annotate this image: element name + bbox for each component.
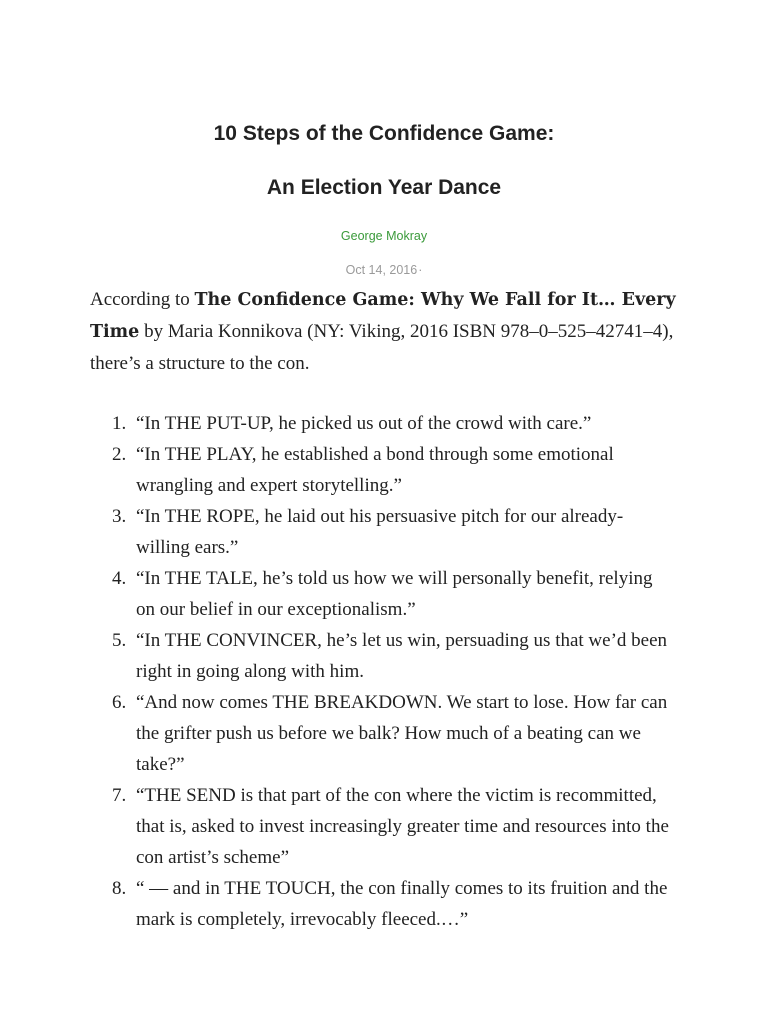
- list-item-number: 4.: [112, 568, 127, 589]
- list-item: [90, 563, 676, 625]
- article-title-line-2: An Election Year Dance: [266, 176, 502, 199]
- intro-paragraph: [90, 284, 690, 379]
- list-item: [90, 625, 676, 687]
- date-separator: ·: [418, 263, 423, 277]
- list-item-number: 1.: [112, 413, 127, 434]
- list-item-text: “In THE CONVINCER, he’s let us win, persuading us that we’d been right in going along with him.: [136, 630, 668, 682]
- list-item-text: “In THE PUT-UP, he picked us out of the crowd with care.”: [136, 413, 592, 434]
- list-item-number: 6.: [112, 692, 127, 713]
- list-item: [90, 687, 676, 780]
- list-item-number: 2.: [112, 444, 127, 465]
- list-item: [90, 439, 676, 501]
- list-item: [90, 873, 676, 935]
- list-item-number: 7.: [112, 785, 127, 806]
- intro-prefix: According to: [90, 289, 195, 310]
- list-item-number: 3.: [112, 506, 127, 527]
- steps-list: [90, 408, 690, 935]
- list-item-text: “ — and in THE TOUCH, the con finally comes to its fruition and the mark is completely, irrevocably fleeced.…”: [136, 878, 668, 930]
- intro-suffix: by Maria Konnikova (NY: Viking, 2016 ISBN 978–0–525–42741–4), there’s a structure to the con.: [90, 321, 674, 374]
- list-item: [90, 780, 676, 873]
- list-item: [90, 501, 676, 563]
- list-item: [90, 408, 676, 439]
- list-item-number: 5.: [112, 630, 127, 651]
- list-item-text: “In THE PLAY, he established a bond through some emotional wrangling and expert storytelling.”: [136, 444, 614, 496]
- article-title-line-1: 10 Steps of the Confidence Game:: [213, 122, 555, 145]
- publish-date: Oct 14, 2016: [345, 263, 418, 277]
- list-item-text: “THE SEND is that part of the con where the victim is recommitted, that is, asked to invest increasingly greater time and resources into the con artist’s scheme”: [136, 785, 669, 868]
- author-name[interactable]: George Mokray: [340, 229, 428, 243]
- list-item-text: “And now comes THE BREAKDOWN. We start to lose. How far can the grifter push us before we balk? How much of a beating can we take?”: [136, 692, 668, 775]
- publish-date-row: [0, 263, 768, 277]
- list-item-number: 8.: [112, 878, 127, 899]
- list-item-text: “In THE ROPE, he laid out his persuasive pitch for our already-willing ears.”: [136, 506, 624, 558]
- list-item-text: “In THE TALE, he’s told us how we will personally benefit, relying on our belief in our exceptionalism.”: [136, 568, 653, 620]
- book-title: The Confidence Game: Why We Fall for It… Every Time: [90, 290, 676, 342]
